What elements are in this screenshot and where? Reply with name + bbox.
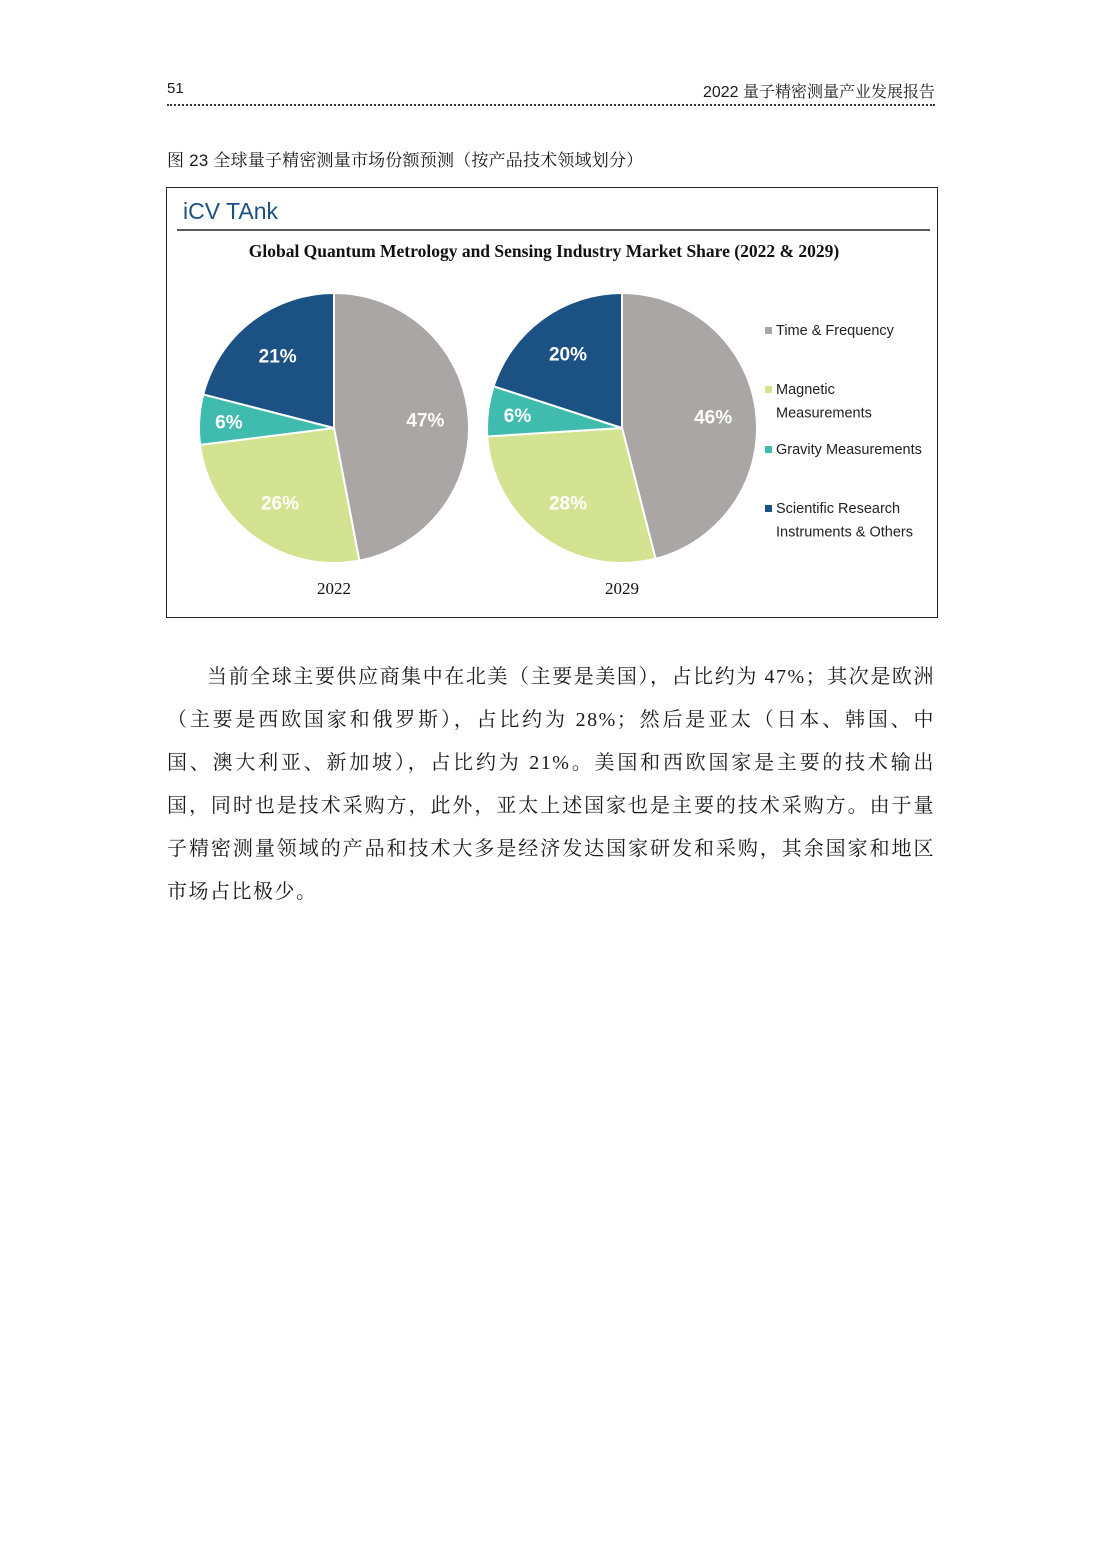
legend-label-2-0: Gravity Measurements	[776, 442, 922, 458]
pie-slice-2022-0	[334, 293, 469, 561]
document-title: 2022 量子精密测量产业发展报告	[702, 84, 935, 101]
paragraph: 当前全球主要供应商集中在北美（主要是美国），占比约为 47%；其次是欧洲（主要是西欧国家和俄罗斯），占比约为 28%；然后是亚太（日本、韩国、中国、澳大利亚、新加坡），占比约为 21%。美国和西欧国家是主要的技术输出国，同时也是技术采购方，此外，亚太上述国家也是主要的技术采购方。由于量子精密测量领域的产品和技术大多是经济发达国家研发和采购，其余国家和地区市场占比极少。	[167, 666, 935, 903]
legend-swatch-3	[765, 505, 772, 512]
market-share-chart	[167, 188, 936, 616]
pie-label-2022-0: 47%	[406, 410, 445, 432]
chart-title: Global Quantum Metrology and Sensing Industry Market Share (2022 & 2029)	[248, 241, 840, 261]
pie-label-2022-2: 6%	[215, 412, 243, 434]
pie-label-2029-0: 46%	[694, 407, 733, 429]
pie-year-label-2029: 2029	[605, 579, 639, 598]
logo: iCV TAnk	[183, 198, 279, 224]
legend-swatch-1	[765, 386, 772, 393]
legend-label-3-1: Instruments & Others	[776, 524, 913, 541]
pie-label-2029-3: 20%	[548, 344, 588, 366]
pie-label-2029-1: 28%	[548, 493, 588, 515]
pie-label-2029-2: 6%	[503, 405, 532, 427]
figure-frame	[166, 187, 938, 618]
legend-label-1-1: Measurements	[776, 405, 872, 422]
figure-caption: 图 23 全球量子精密测量市场份额预测（按产品技术领域划分）	[167, 151, 644, 170]
legend-swatch-2	[765, 446, 772, 453]
pie-label-2022-1: 26%	[260, 493, 300, 515]
legend-swatch-0	[765, 327, 772, 334]
page-number: 51	[167, 80, 184, 97]
pie-year-label-2022: 2022	[317, 579, 351, 598]
legend-label-1-0: Magnetic	[776, 382, 835, 398]
page-header	[167, 78, 935, 106]
legend-label-0-0: Time & Frequency	[776, 323, 894, 339]
pie-label-2022-3: 21%	[258, 346, 297, 368]
body-text	[167, 656, 935, 914]
legend-label-3-0: Scientific Research	[776, 501, 901, 517]
